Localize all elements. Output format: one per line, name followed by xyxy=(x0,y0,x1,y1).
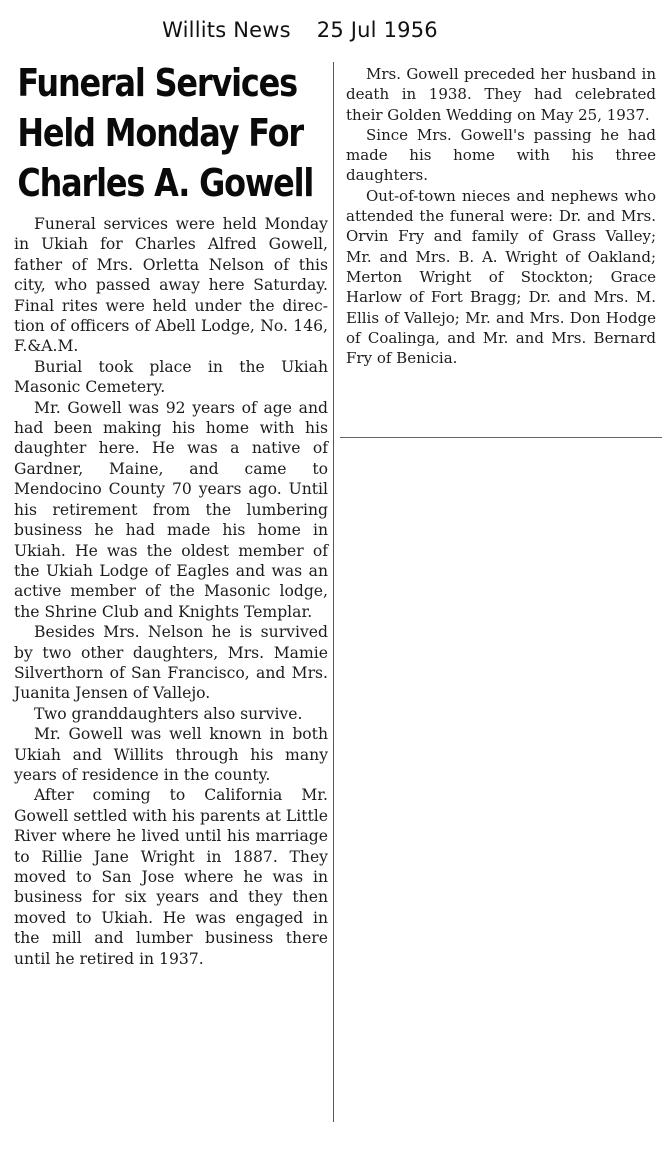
newspaper-header xyxy=(0,18,600,42)
paragraph-home: Since Mrs. Gowell's passing he had made his home with his three daughters. xyxy=(346,125,656,185)
paragraph-residence: Mr. Gowell was well known in both Ukiah and Willits through his many years of residence in the county. xyxy=(14,725,328,784)
publication-date: 25 Jul 1956 xyxy=(316,18,438,42)
paragraph-history: After coming to California Mr. Gowell settled with his parents at Little River where he lived until his marriage to Rillie Jane Wright in 1887. They moved to San Jose where he was in business for six years and they then moved to Ukiah. He was engaged in the mill and lumber business there until he retired in 1937. xyxy=(14,786,328,968)
headline xyxy=(14,58,314,208)
paragraph-services: Funeral services were held Monday in Ukiah for Charles Alfred Gowell, father of Mrs. Orletta Nelson of this city, who passed away here Saturday. Final rites were held under the direction of officers of Abell Lodge, No. 146, F.&A.M. xyxy=(14,215,328,356)
headline-line-2: Held Monday For xyxy=(17,111,303,155)
paragraph-wife: Mrs. Gowell preceded her husband in death in 1938. They had celebrated their Golden Wedding on May 25, 1937. xyxy=(346,65,656,124)
paragraph-burial: Burial took place in the Ukiah Masonic Cemetery. xyxy=(14,357,328,397)
headline-line-3: Charles A. Gowell xyxy=(17,161,314,205)
publication-name: Willits News xyxy=(162,18,291,42)
article-right-column xyxy=(346,64,656,368)
paragraph-biography: Mr. Gowell was 92 years of age and had been making his home with his daughter here. He was a native of Gardner, Maine, and came to Mendocino County 70 years ago. Until his retirement from the lumbering business he had made his home in Ukiah. He was the oldest member of the Ukiah Lodge of Eagles and was an active member of the Masonic lodge, the Shrine Club and Knights Templar. xyxy=(14,398,328,621)
article-end-rule xyxy=(340,437,662,438)
headline-line-1: Funeral Services xyxy=(17,61,297,105)
paragraph-survivors: Besides Mrs. Nelson he is survived by two other daughters, Mrs. Mamie Silverthorn of San Francisco, and Mrs. Juanita Jensen of Vallejo. xyxy=(14,623,328,703)
column-divider xyxy=(333,62,334,1122)
paragraph-granddaughters: Two granddaughters also survive. xyxy=(34,704,303,723)
article-left-column xyxy=(14,58,328,969)
paragraph-relatives: Out-of-town nieces and nephews who attended the funeral were: Dr. and Mrs. Orvin Fry and family of Grass Valley; Mr. and Mrs. B. A. Wright of Oakland; Merton Wright of Stockton; Grace Harlow of Fort Bragg; Dr. and Mrs. M. Ellis of Vallejo; Mr. and Mrs. Don Hodge of Coalinga, and Mr. and Mrs. Bernard Fry of Benicia. xyxy=(346,186,656,368)
